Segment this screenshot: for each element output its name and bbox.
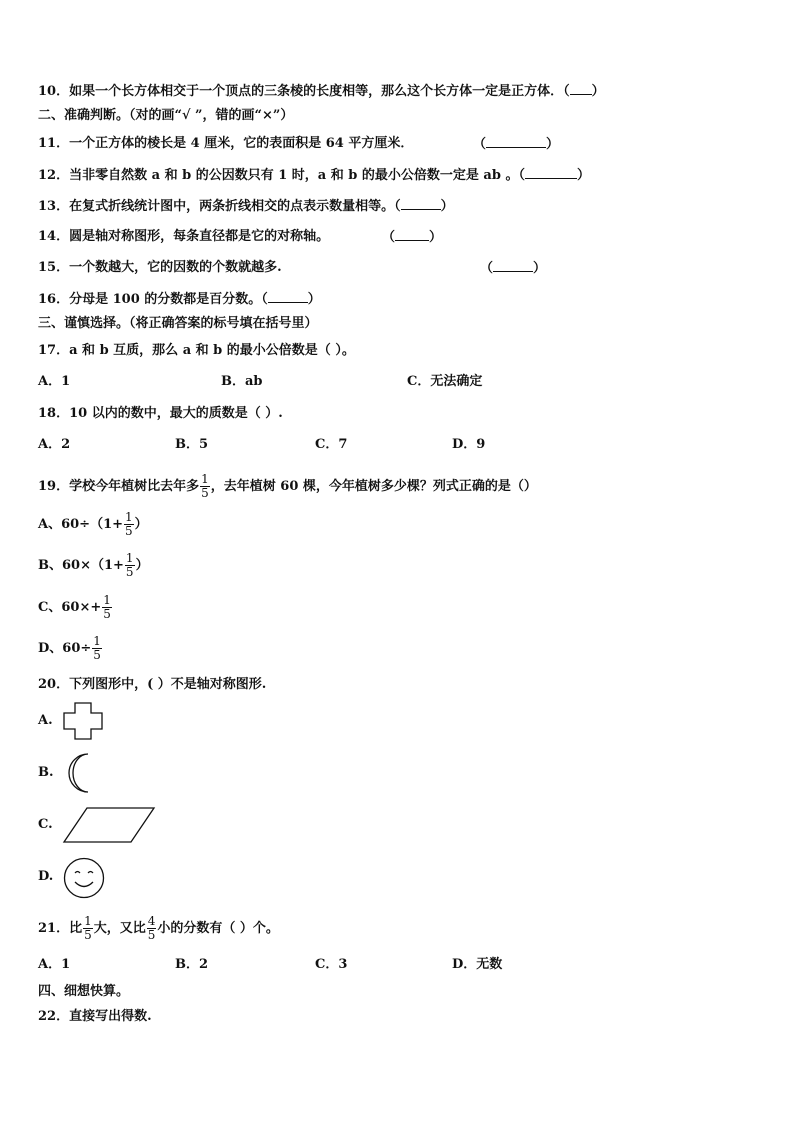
option-c[interactable]: C．7	[315, 437, 348, 452]
question-text: 圆是轴对称图形，每条直径都是它的对称轴。	[69, 229, 330, 244]
option-a[interactable]: A．1	[38, 957, 71, 972]
option-b[interactable]: B、60×（1+ $\frac{1}{5}$ ）	[38, 551, 149, 579]
question-text: 在复式折线统计图中，两条折线相交的点表示数量相等。（	[69, 199, 401, 214]
fraction: $\frac{1}{5}$	[125, 551, 134, 579]
option-d[interactable]: D、60÷ $\frac{1}{5}$	[38, 634, 101, 662]
question-text: 当非零自然数 a 和 b 的公因数只有 1 时，a 和 b 的最小公倍数一定是 ab 。（	[69, 168, 525, 183]
answer-blank[interactable]	[493, 259, 533, 272]
question-11: 11．一个正方体的棱长是 4 厘米，它的表面积是 64 平方厘米．	[38, 136, 414, 151]
fraction: $\frac{1}{5}$	[93, 634, 101, 662]
option-a[interactable]: A、60÷（1+ $\frac{1}{5}$ ）	[38, 510, 148, 538]
option-d[interactable]: D．9	[452, 437, 486, 452]
option-c[interactable]: C.	[38, 817, 53, 832]
question-14: 14．圆是轴对称图形，每条直径都是它的对称轴。	[38, 229, 330, 244]
answer-blank[interactable]	[395, 228, 429, 241]
answer-blank[interactable]	[525, 166, 577, 179]
question-19: 19．学校今年植树比去年多 $\frac{1}{5}$ ，去年植树 60 棵，今年植树多少棵？列式正确的是（）	[38, 472, 537, 500]
question-22: 22．直接写出得数.	[38, 1009, 152, 1024]
question-text: 分母是 100 的分数都是百分数。（	[69, 292, 268, 307]
question-text: 一个数越大，它的因数的个数就越多.	[69, 260, 282, 275]
question-15: 15．一个数越大，它的因数的个数就越多.	[38, 260, 282, 275]
question-18: 18．10 以内的数中，最大的质数是（ ）.	[38, 406, 283, 421]
fraction: $\frac{4}{5}$	[147, 914, 156, 942]
question-21: 21．比 $\frac{1}{5}$ 大，又比 $\frac{4}{5}$ 小的分数有（ ）个。	[38, 914, 279, 942]
option-b[interactable]: B．5	[175, 437, 209, 452]
question-number: 10．	[38, 84, 70, 99]
answer-slot-11: （ ）	[473, 137, 560, 152]
answer-blank[interactable]	[401, 197, 441, 210]
answer-slot-15: （ ）	[480, 261, 547, 276]
question-text: a 和 b 互质，那么 a 和 b 的最小公倍数是（ ）。	[69, 343, 355, 358]
answer-blank[interactable]	[268, 290, 308, 303]
option-b[interactable]: B．2	[175, 957, 209, 972]
option-c[interactable]: C．3	[315, 957, 348, 972]
option-b[interactable]: B.	[38, 765, 54, 780]
question-text: 一个正方体的棱长是 4 厘米，它的表面积是 64 平方厘米．	[69, 136, 414, 151]
question-16: 16．分母是 100 的分数都是百分数。（ ）	[38, 292, 321, 307]
answer-blank[interactable]	[486, 135, 546, 148]
fraction: $\frac{1}{5}$	[125, 510, 133, 538]
crescent-moon-icon[interactable]	[62, 752, 96, 794]
question-20: 20．下列图形中，( ）不是轴对称图形.	[38, 677, 267, 692]
fraction: $\frac{1}{5}$	[103, 593, 111, 621]
option-d[interactable]: D．无数	[452, 957, 503, 972]
question-17: 17．a 和 b 互质，那么 a 和 b 的最小公倍数是（ ）。	[38, 343, 355, 358]
section-title-2: 二、准确判断。（对的画“√ ”，错的画“×”）	[38, 108, 294, 123]
fraction: $\frac{1}{5}$	[84, 914, 92, 942]
option-c[interactable]: C．无法确定	[407, 374, 483, 389]
question-text: 下列图形中，( ）不是轴对称图形.	[69, 677, 267, 692]
parallelogram-icon[interactable]	[63, 807, 155, 843]
fraction: $\frac{1}{5}$	[201, 472, 209, 500]
section-title-4: 四、细想快算。	[38, 984, 130, 999]
option-b[interactable]: B．ab	[221, 374, 263, 389]
question-text: 直接写出得数.	[69, 1009, 152, 1024]
question-text: 如果一个长方体相交于一个顶点的三条棱的长度相等，那么这个长方体一定是正方体．（	[69, 84, 570, 99]
section-title-3: 三、谨慎选择。（将正确答案的标号填在括号里）	[38, 316, 318, 331]
smiley-face-icon[interactable]	[63, 857, 105, 899]
question-10: 10．如果一个长方体相交于一个顶点的三条棱的长度相等，那么这个长方体一定是正方体．（ ）	[38, 84, 605, 99]
option-a[interactable]: A．2	[38, 437, 71, 452]
question-13: 13．在复式折线统计图中，两条折线相交的点表示数量相等。（ ）	[38, 199, 454, 214]
answer-slot-14: （ ）	[382, 230, 443, 245]
question-12: 12．当非零自然数 a 和 b 的公因数只有 1 时，a 和 b 的最小公倍数一定是 ab 。（ ）	[38, 168, 590, 183]
answer-blank[interactable]	[570, 82, 592, 95]
option-a[interactable]: A.	[38, 713, 53, 728]
option-c[interactable]: C、60×+ $\frac{1}{5}$	[38, 593, 111, 621]
cross-shape-icon[interactable]	[63, 702, 103, 740]
question-text: 10 以内的数中，最大的质数是（ ）.	[69, 406, 283, 421]
option-d[interactable]: D.	[38, 869, 54, 884]
option-a[interactable]: A．1	[38, 374, 71, 389]
